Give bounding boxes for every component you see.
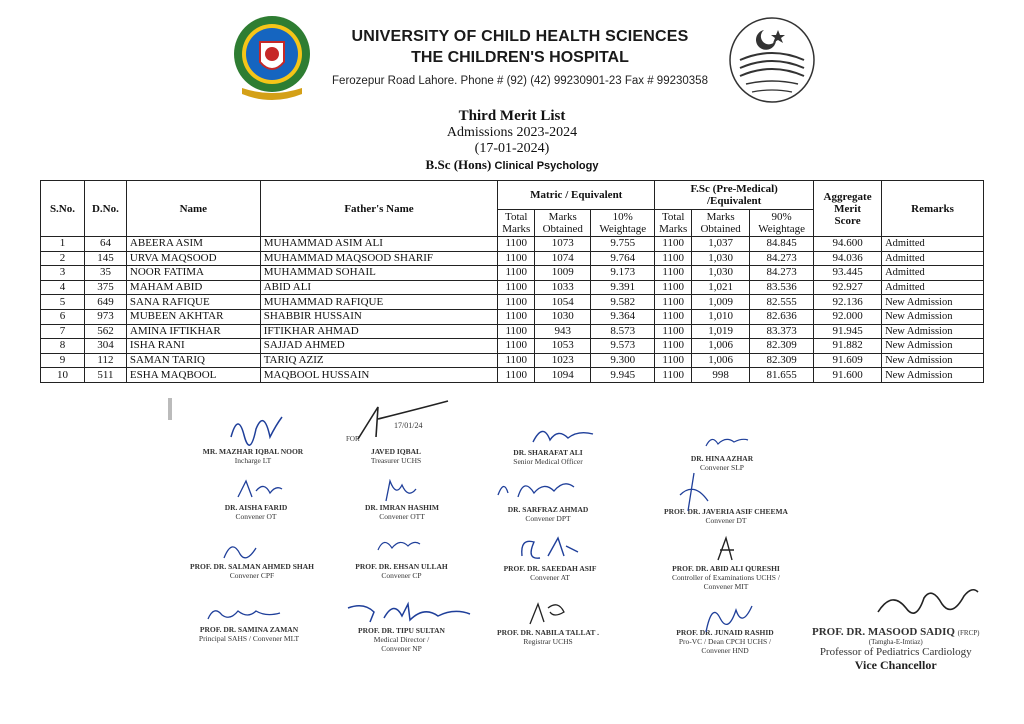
hospital-name: THE CHILDREN'S HOSPITAL (411, 49, 629, 66)
signatory-1: MR. MAZHAR IQBAL NOOR Incharge LT (188, 447, 318, 465)
table-row: 7 562 AMINA IFTIKHAR IFTIKHAR AHMAD 1100 943 8.573 1100 1,019 83.373 91.945 New Admission (41, 324, 984, 339)
vc-role: Vice Chancellor (854, 658, 937, 672)
signature-scribble-icon (226, 407, 286, 451)
header-fsc: F.Sc (Pre-Medical) /Equivalent (655, 181, 814, 210)
signatory-6: DR. IMRAN HASHIM Convener OTT (352, 503, 452, 521)
signatory-2: FOR 17/01/24 JAVED IQBAL Treasurer UCHS (346, 447, 446, 465)
letterhead (320, 28, 720, 87)
table-row: 4 375 MAHAM ABID ABID ALI 1100 1033 9.391 1100 1,021 83.536 92.927 Admitted (41, 280, 984, 295)
merit-table-body (41, 237, 984, 383)
uchs-seal-icon (232, 14, 312, 106)
signature-scribble-icon (516, 532, 586, 566)
header-fsc-total: Total Marks (655, 210, 692, 237)
signature-scribble-icon (204, 601, 284, 625)
signatory-8: PROF. DR. JAVERIA ASIF CHEEMA Convener DT (646, 507, 806, 525)
table-row: 10 511 ESHA MAQBOOL MAQBOOL HUSSAIN 1100 1094 9.945 1100 998 81.655 91.600 New Admission (41, 368, 984, 383)
header-matric-total: Total Marks (498, 210, 535, 237)
signatory-16: PROF. DR. JUNAID RASHID Pro-VC / Dean CPCH UCHS / Convener HND (660, 628, 790, 655)
signature-scribble-icon (524, 598, 574, 630)
signature-scribble-icon (374, 534, 424, 556)
table-row: 9 112 SAMAN TARIQ TARIQ AZIZ 1100 1023 9.300 1100 1,006 82.309 91.609 New Admission (41, 353, 984, 368)
header-matric-weightage: 10% Weightage (591, 210, 655, 237)
signatory-4: DR. HINA AZHAR Convener SLP (672, 454, 772, 472)
document-titles (0, 108, 1024, 174)
university-name: UNIVERSITY OF CHILD HEALTH SCIENCES (351, 28, 689, 45)
signatory-12: PROF. DR. ABID ALI QURESHI Controller of Examinations UCHS / Convener MIT (656, 564, 796, 591)
vc-title: Professor of Pediatrics Cardiology (819, 646, 972, 658)
signatory-9: PROF. DR. SALMAN AHMED SHAH Convener CPF (172, 562, 332, 580)
list-date: (17-01-2024) (474, 141, 550, 156)
header-fsc-obtained: Marks Obtained (692, 210, 750, 237)
table-row: 2 145 URVA MAQSOOD MUHAMMAD MAQSOOD SHARIF 1100 1074 9.764 1100 1,030 84.273 94.036 Admitted (41, 251, 984, 266)
header-remarks: Remarks (882, 181, 984, 237)
header-fsc-weightage: 90% Weightage (750, 210, 814, 237)
signature-scribble-icon (702, 432, 752, 452)
program-name: Clinical Psychology (494, 160, 599, 172)
header-father: Father's Name (260, 181, 498, 237)
signature-scribble-icon (712, 534, 742, 564)
signatory-14: PROF. DR. TIPU SULTAN Medical Director / Convener NP (344, 626, 459, 653)
punjab-government-emblem-icon (726, 16, 818, 104)
signature-scribble-icon (696, 598, 756, 638)
address-line: Ferozepur Road Lahore. Phone # (92) (42) 99230901-23 Fax # 99230358 (332, 75, 708, 87)
signature-scribble-icon (872, 582, 982, 630)
header-matric: Matric / Equivalent (498, 181, 655, 210)
vc-name: PROF. DR. MASOOD SADIQ (FRCP) (812, 626, 980, 638)
signature-scribble-icon (220, 538, 260, 568)
signature-scribble-icon (382, 479, 422, 505)
signature-scribble-icon (234, 477, 284, 503)
vice-chancellor-block (812, 626, 979, 673)
table-row: 8 304 ISHA RANI SAJJAD AHMED 1100 1053 9.573 1100 1,006 82.309 91.882 New Admission (41, 339, 984, 354)
table-row: 3 35 NOOR FATIMA MUHAMMAD SOHAIL 1100 1009 9.173 1100 1,030 84.273 93.445 Admitted (41, 266, 984, 281)
program-prefix: B.Sc (Hons) (425, 157, 492, 172)
signatory-13: PROF. DR. SAMINA ZAMAN Principal SAHS / Convener MLT (184, 625, 314, 643)
uchs-logo (232, 14, 312, 106)
header-dno: D.No. (84, 181, 126, 237)
table-row: 6 973 MUBEEN AKHTAR SHABBIR HUSSAIN 1100 1030 9.364 1100 1,010 82.636 92.000 New Admission (41, 309, 984, 324)
signatory-10: PROF. DR. EHSAN ULLAH Convener CP (344, 562, 459, 580)
signature-scribble-icon (674, 471, 714, 517)
merit-table (40, 180, 984, 383)
scan-mark (168, 398, 172, 420)
header-matric-obtained: Marks Obtained (535, 210, 591, 237)
signatory-5: DR. AISHA FARID Convener OT (206, 503, 306, 521)
signature-scribble-icon (344, 598, 474, 626)
signatory-3: DR. SHARAFAT ALI Senior Medical Officer (498, 448, 598, 466)
vc-award: (Tamgha-E-Imtiaz) (868, 638, 923, 646)
signatory-11: PROF. DR. SAEEDAH ASIF Convener AT (490, 564, 610, 582)
table-row: 5 649 SANA RAFIQUE MUHAMMAD RAFIQUE 1100 1054 9.582 1100 1,009 82.555 92.136 New Admission (41, 295, 984, 310)
program-title (0, 157, 1024, 174)
table-row: 1 64 ABEERA ASIM MUHAMMAD ASIM ALI 1100 1073 9.755 1100 1,037 84.845 94.600 Admitted (41, 237, 984, 252)
signature-scribble-icon (494, 475, 584, 505)
punjab-logo (726, 16, 818, 104)
admissions-session: Admissions 2023-2024 (446, 125, 578, 140)
header-aggregate: Aggregate Merit Score (814, 181, 882, 237)
header-sno: S.No. (41, 181, 85, 237)
header-name: Name (126, 181, 260, 237)
signatory-15: PROF. DR. NABILA TALLAT . Registrar UCHS (486, 628, 610, 646)
signature-scribble-icon (528, 420, 598, 450)
list-title: Third Merit List (458, 108, 566, 124)
signatory-7: DR. SARFRAZ AHMAD Convener DPT (498, 505, 598, 523)
